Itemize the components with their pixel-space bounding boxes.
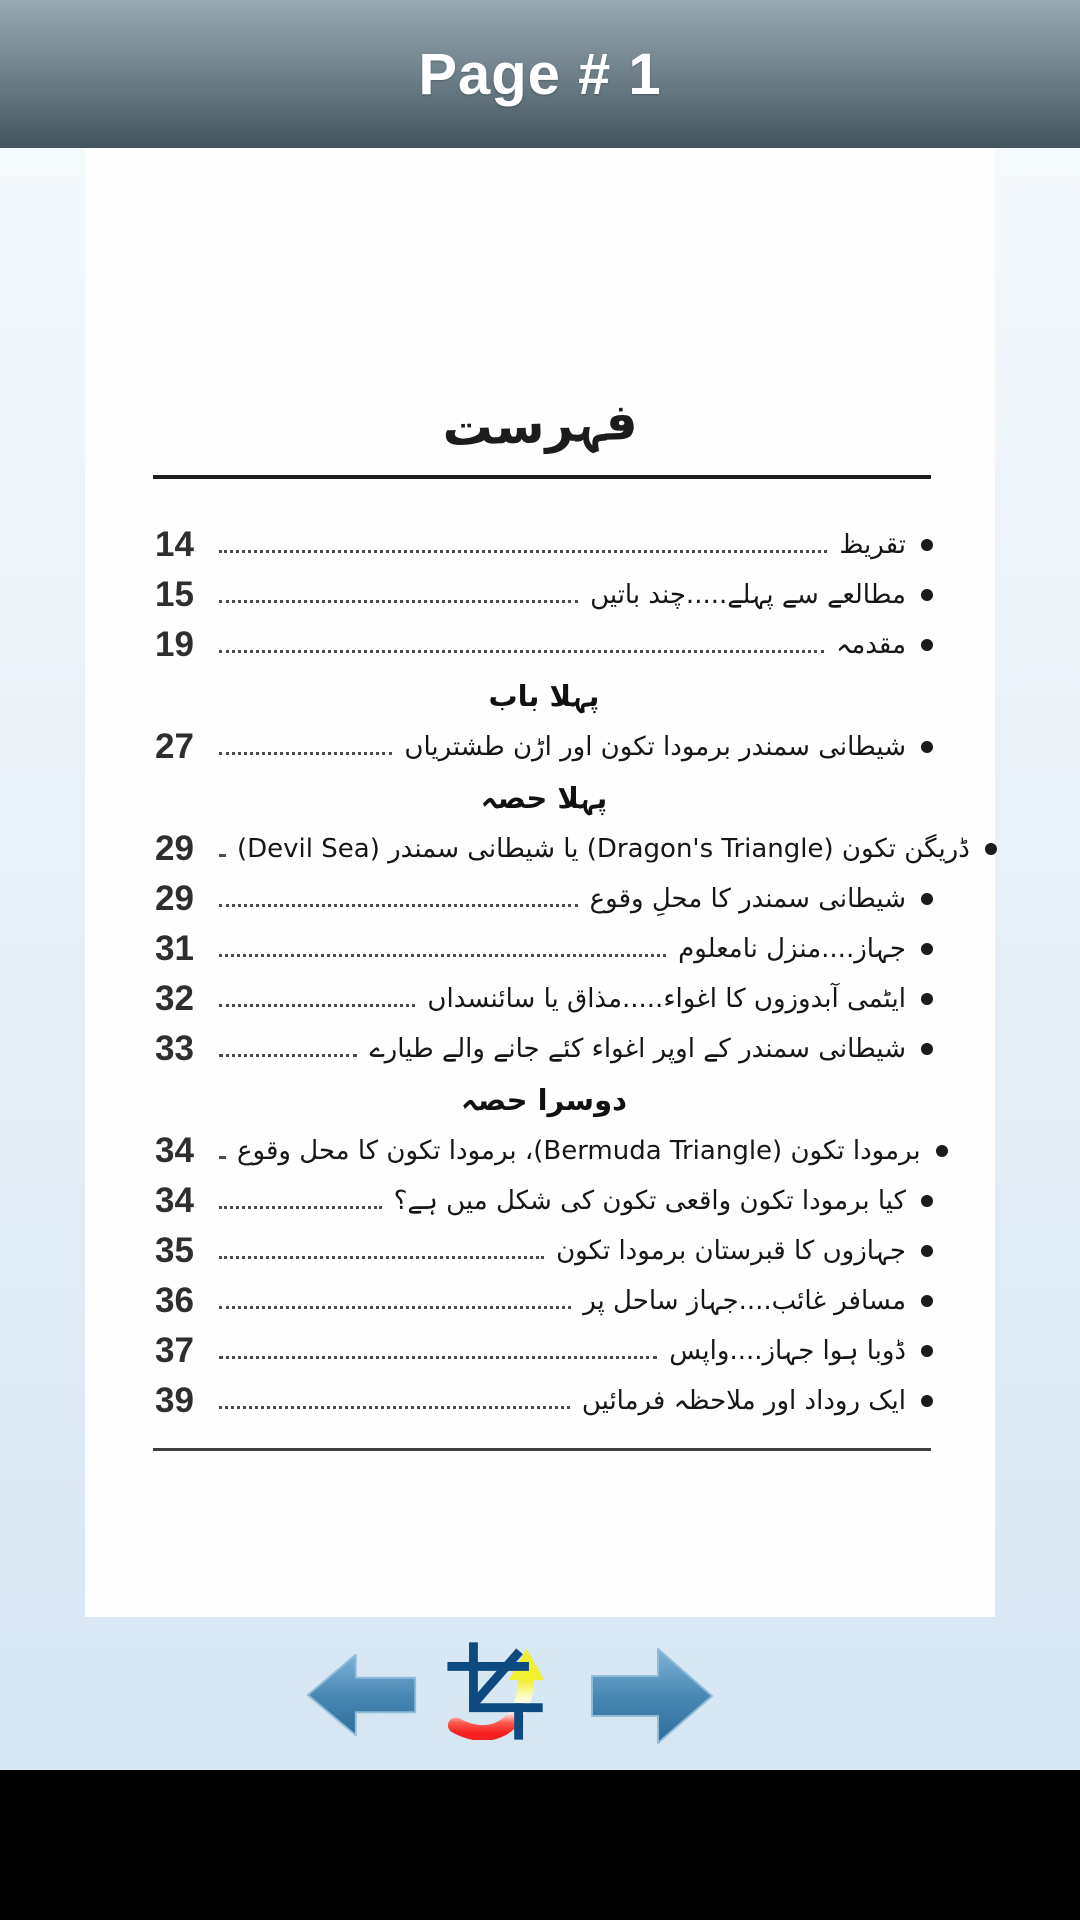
toc-entry-label: شیطانی سمندر کا محلِ وقوع — [589, 884, 906, 914]
toc-entry-label: مسافر غائب....جہاز ساحل پر — [583, 1286, 906, 1316]
bullet-dot-icon — [921, 1295, 933, 1307]
toc-entry — [155, 974, 933, 1024]
crop-rotate-icon — [444, 1728, 552, 1743]
toc-entry — [155, 1176, 933, 1226]
toc-entry-label: ڈریگن تکون (Dragon's Triangle) یا شیطانی سمندر (Devil Sea) — [237, 834, 970, 864]
dotted-leader — [219, 1255, 544, 1259]
toc-entry-label: تقریظ — [839, 530, 906, 560]
toc-section-heading: پہلا باب — [488, 679, 600, 713]
dotted-leader — [219, 1305, 571, 1309]
toc-entry-label: ڈوبا ہوا جہاز....واپس — [669, 1336, 906, 1366]
toc-entry-label: جہاز....منزل نامعلوم — [678, 934, 906, 964]
header-bar — [0, 0, 1080, 148]
dotted-leader — [219, 1053, 357, 1057]
bottom-divider — [153, 1448, 931, 1451]
toc-entry-label: ایک روداد اور ملاحظہ فرمائیں — [581, 1386, 906, 1416]
toc-entry — [155, 722, 933, 772]
toc-entry — [155, 620, 933, 670]
toc-list — [155, 520, 970, 1426]
toc-entry — [155, 924, 933, 974]
crop-page-button[interactable] — [444, 1640, 552, 1740]
arrow-right-icon — [586, 1740, 716, 1755]
toc-entry-page-number: 33 — [155, 1029, 194, 1068]
toc-entry — [155, 1024, 933, 1074]
toc-entry-label: کیا برمودا تکون واقعی تکون کی شکل میں ہے؟ — [393, 1186, 906, 1216]
bullet-dot-icon — [921, 1245, 933, 1257]
toc-entry-page-number: 27 — [155, 727, 194, 766]
toc-section-heading: دوسرا حصہ — [461, 1083, 627, 1117]
toc-entry — [155, 1326, 933, 1376]
dotted-leader — [219, 903, 578, 907]
dotted-leader — [219, 599, 578, 603]
arrow-left-icon — [304, 1732, 419, 1747]
bullet-dot-icon — [921, 943, 933, 955]
dotted-leader — [219, 1405, 570, 1409]
toc-entry-page-number: 37 — [155, 1331, 194, 1370]
toc-entry — [155, 1226, 933, 1276]
toc-section-heading: پہلا حصہ — [480, 781, 608, 815]
previous-page-button[interactable] — [304, 1646, 419, 1744]
book-page-image[interactable] — [85, 148, 995, 1617]
toc-entry-page-number: 15 — [155, 575, 194, 614]
toc-entry — [155, 824, 970, 874]
navigation-bar — [0, 1638, 1080, 1753]
toc-entry-page-number: 29 — [155, 879, 194, 918]
bullet-dot-icon — [936, 1145, 948, 1157]
toc-entry-page-number: 36 — [155, 1281, 194, 1320]
dotted-leader — [219, 649, 824, 653]
system-navigation-area — [0, 1770, 1080, 1920]
bullet-dot-icon — [921, 1345, 933, 1357]
toc-entry — [155, 1126, 933, 1176]
bullet-dot-icon — [921, 993, 933, 1005]
bullet-dot-icon — [921, 893, 933, 905]
toc-entry — [155, 1276, 933, 1326]
toc-entry — [155, 570, 933, 620]
dotted-leader — [219, 1003, 415, 1007]
toc-entry-label: مقدمہ — [836, 630, 906, 660]
title-divider — [153, 475, 931, 479]
toc-entry — [155, 1376, 933, 1426]
toc-entry-label: جہازوں کا قبرستان برمودا تکون — [556, 1236, 906, 1266]
dotted-leader — [219, 751, 392, 755]
page-title: Page # 1 — [418, 41, 662, 107]
dotted-leader — [219, 549, 827, 553]
bullet-dot-icon — [985, 843, 997, 855]
dotted-leader — [219, 1155, 225, 1159]
toc-entry — [155, 520, 933, 570]
bullet-dot-icon — [921, 1195, 933, 1207]
toc-entry-page-number: 29 — [155, 829, 194, 868]
toc-entry-label: ایٹمی آبدوزوں کا اغواء.....مذاق یا سائنسداں — [427, 984, 906, 1014]
toc-entry-label: برمودا تکون (Bermuda Triangle)، برمودا تکون کا محل وقوع — [237, 1136, 921, 1166]
toc-entry-page-number: 31 — [155, 929, 194, 968]
toc-entry-label: مطالعے سے پہلے.....چند باتیں — [590, 580, 906, 610]
toc-title: فہرست — [441, 392, 639, 458]
toc-entry — [155, 874, 933, 924]
dotted-leader — [219, 953, 666, 957]
bullet-dot-icon — [921, 1395, 933, 1407]
next-page-button[interactable] — [586, 1640, 716, 1752]
bullet-dot-icon — [921, 539, 933, 551]
dotted-leader — [219, 1205, 382, 1209]
bullet-dot-icon — [921, 741, 933, 753]
toc-entry-page-number: 39 — [155, 1381, 194, 1420]
toc-entry-page-number: 34 — [155, 1181, 194, 1220]
toc-entry-page-number: 19 — [155, 625, 194, 664]
viewer-area — [0, 148, 1080, 1770]
toc-entry-label: شیطانی سمندر برمودا تکون اور اڑن طشتریاں — [404, 732, 906, 762]
bullet-dot-icon — [921, 639, 933, 651]
toc-entry-page-number: 32 — [155, 979, 194, 1018]
toc-entry-page-number: 35 — [155, 1231, 194, 1270]
bullet-dot-icon — [921, 1043, 933, 1055]
toc-entry-page-number: 14 — [155, 525, 194, 564]
toc-entry-page-number: 34 — [155, 1131, 194, 1170]
toc-entry-label: شیطانی سمندر کے اوپر اغواء کئے جانے والے طیارے — [369, 1034, 906, 1064]
dotted-leader — [219, 853, 225, 857]
dotted-leader — [219, 1355, 657, 1359]
bullet-dot-icon — [921, 589, 933, 601]
